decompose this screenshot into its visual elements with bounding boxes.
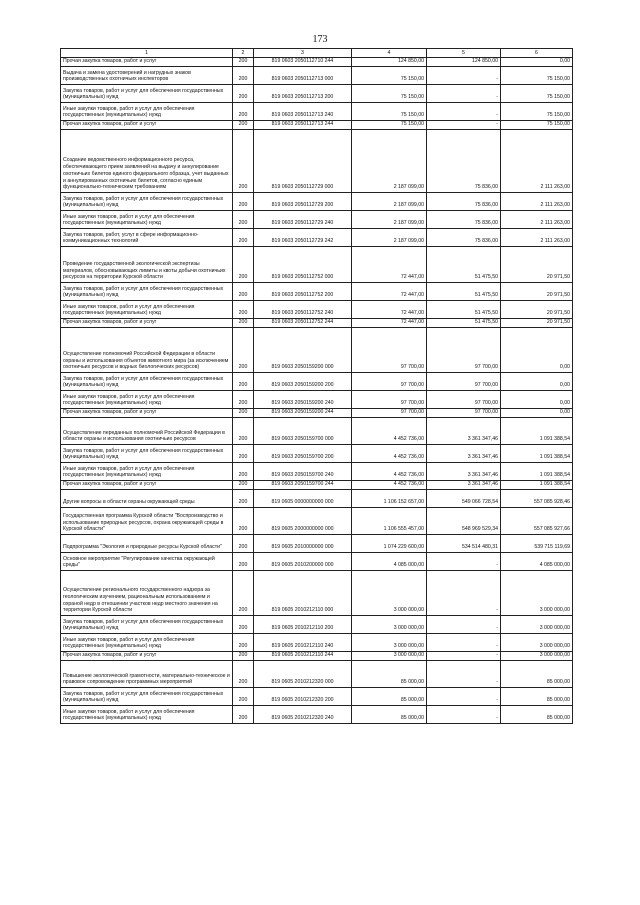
row-kbk-cell: 819 0605 2010200000 000 — [254, 553, 352, 571]
row-amount-approved-cell: 97 700,00 — [352, 373, 427, 391]
row-amount-executed-cell: - — [427, 121, 501, 130]
row-code-cell: 200 — [233, 283, 254, 301]
header-cell: 1 — [61, 49, 233, 58]
row-kbk-cell: 819 0603 2050112713 000 — [254, 67, 352, 85]
row-kbk-cell: 819 0603 2050112710 244 — [254, 58, 352, 67]
row-name-cell: Иные закупки товаров, работ и услуг для обеспечения государственных (муниципальных) нужд — [61, 211, 233, 229]
row-amount-approved-cell: 72 447,00 — [352, 319, 427, 328]
row-amount-approved-cell: 2 187 099,00 — [352, 130, 427, 193]
row-amount-executed-cell: 75 836,00 — [427, 211, 501, 229]
row-code-cell: 200 — [233, 373, 254, 391]
row-amount-approved-cell: 3 000 000,00 — [352, 571, 427, 616]
row-kbk-cell: 819 0605 0000000000 000 — [254, 490, 352, 508]
row-amount-executed-cell: - — [427, 661, 501, 688]
row-name-cell: Иные закупки товаров, работ и услуг для обеспечения государственных (муниципальных) нужд — [61, 391, 233, 409]
row-amount-executed-cell: - — [427, 616, 501, 634]
table-row — [61, 301, 573, 319]
row-name-cell: Закупка товаров, работ и услуг для обеспечения государственных (муниципальных) нужд — [61, 283, 233, 301]
row-amount-remaining-cell: 2 111 263,00 — [501, 229, 573, 247]
row-amount-approved-cell: 75 150,00 — [352, 103, 427, 121]
row-name-cell: Прочая закупка товаров, работ и услуг — [61, 652, 233, 661]
row-amount-remaining-cell: 1 091 388,54 — [501, 418, 573, 445]
row-amount-executed-cell: 51 475,50 — [427, 319, 501, 328]
row-amount-executed-cell: - — [427, 652, 501, 661]
row-name-cell: Прочая закупка товаров, работ и услуг — [61, 481, 233, 490]
row-amount-approved-cell: 72 447,00 — [352, 247, 427, 283]
row-amount-approved-cell: 97 700,00 — [352, 391, 427, 409]
row-amount-executed-cell: 51 475,50 — [427, 283, 501, 301]
row-kbk-cell: 819 0605 2010212320 200 — [254, 688, 352, 706]
row-amount-approved-cell: 75 150,00 — [352, 121, 427, 130]
table-row — [61, 481, 573, 490]
row-amount-remaining-cell: 85 000,00 — [501, 706, 573, 724]
row-name-cell: Закупка товаров, работ и услуг для обеспечения государственных (муниципальных) нужд — [61, 445, 233, 463]
table-row — [61, 130, 573, 193]
row-kbk-cell: 819 0603 2050159700 240 — [254, 463, 352, 481]
table-row — [61, 58, 573, 67]
table-row — [61, 283, 573, 301]
row-name-cell: Основное мероприятие "Регулирование качества окружающей среды" — [61, 553, 233, 571]
table-row — [61, 688, 573, 706]
row-amount-remaining-cell: 85 000,00 — [501, 688, 573, 706]
row-name-cell: Иные закупки товаров, работ и услуг для обеспечения государственных (муниципальных) нужд — [61, 301, 233, 319]
row-code-cell: 200 — [233, 508, 254, 535]
table-row — [61, 121, 573, 130]
table-row — [61, 508, 573, 535]
row-kbk-cell: 819 0603 2050159200 000 — [254, 328, 352, 373]
table-row — [61, 193, 573, 211]
row-amount-remaining-cell: 75 150,00 — [501, 67, 573, 85]
row-code-cell: 200 — [233, 706, 254, 724]
row-amount-approved-cell: 3 000 000,00 — [352, 652, 427, 661]
row-amount-approved-cell: 2 187 099,00 — [352, 229, 427, 247]
row-kbk-cell: 819 0603 2050159200 244 — [254, 409, 352, 418]
row-amount-remaining-cell: 3 000 000,00 — [501, 616, 573, 634]
row-amount-remaining-cell: 20 971,50 — [501, 319, 573, 328]
row-name-cell: Проведение государственной экологической экспертизы материалов, обосновывающих лимиты и квоты добычи охотничьих ресурсов на территории Курской области — [61, 247, 233, 283]
row-amount-executed-cell: 3 361 347,46 — [427, 481, 501, 490]
table-row — [61, 373, 573, 391]
table-row — [61, 319, 573, 328]
row-amount-executed-cell: 3 361 347,46 — [427, 463, 501, 481]
row-kbk-cell: 819 0605 2010212110 240 — [254, 634, 352, 652]
row-amount-remaining-cell: 557 085 928,46 — [501, 490, 573, 508]
table-header-row — [61, 49, 573, 58]
row-amount-approved-cell: 3 000 000,00 — [352, 616, 427, 634]
row-name-cell: Осуществление регионального государственного надзора за геологическим изучением, рациональным использованием и охраной недр в отношении участков недр местного значения на территории Курской области — [61, 571, 233, 616]
row-amount-remaining-cell: 0,00 — [501, 58, 573, 67]
table-row — [61, 409, 573, 418]
row-code-cell: 200 — [233, 490, 254, 508]
table-row — [61, 652, 573, 661]
row-kbk-cell: 819 0603 2050112752 240 — [254, 301, 352, 319]
row-amount-remaining-cell: 20 971,50 — [501, 301, 573, 319]
row-amount-executed-cell: 3 361 347,46 — [427, 418, 501, 445]
row-amount-approved-cell: 4 452 736,00 — [352, 463, 427, 481]
row-amount-approved-cell: 1 106 555 457,00 — [352, 508, 427, 535]
row-amount-approved-cell: 4 452 736,00 — [352, 481, 427, 490]
row-kbk-cell: 819 0603 2050159700 200 — [254, 445, 352, 463]
table-row — [61, 103, 573, 121]
row-name-cell: Закупка товаров, работ и услуг для обеспечения государственных (муниципальных) нужд — [61, 373, 233, 391]
row-amount-remaining-cell: 3 000 000,00 — [501, 652, 573, 661]
table-row — [61, 463, 573, 481]
row-kbk-cell: 819 0603 2050112752 200 — [254, 283, 352, 301]
row-amount-executed-cell: 75 836,00 — [427, 193, 501, 211]
row-name-cell: Создание ведомственного информационного ресурса, обеспечивающего прием заявлений на выдачу и аннулирование охотничьих билетов единого федерального образца, учет выданных и аннулированных охотничьих билетов, согласно единым функционально-техническим требованиям — [61, 130, 233, 193]
row-code-cell: 200 — [233, 85, 254, 103]
row-name-cell: Иные закупки товаров, работ и услуг для обеспечения государственных (муниципальных) нужд — [61, 103, 233, 121]
row-code-cell: 200 — [233, 328, 254, 373]
row-amount-approved-cell: 75 150,00 — [352, 85, 427, 103]
table-row — [61, 328, 573, 373]
row-amount-executed-cell: 97 700,00 — [427, 373, 501, 391]
row-kbk-cell: 819 0605 2010000000 000 — [254, 535, 352, 553]
row-amount-executed-cell: 124 850,00 — [427, 58, 501, 67]
row-code-cell: 200 — [233, 301, 254, 319]
row-amount-executed-cell: 51 475,50 — [427, 301, 501, 319]
row-name-cell: Иные закупки товаров, работ и услуг для обеспечения государственных (муниципальных) нужд — [61, 706, 233, 724]
table-row — [61, 247, 573, 283]
row-amount-remaining-cell: 85 000,00 — [501, 661, 573, 688]
row-code-cell: 200 — [233, 319, 254, 328]
row-amount-approved-cell: 4 085 000,00 — [352, 553, 427, 571]
row-amount-remaining-cell: 75 150,00 — [501, 103, 573, 121]
row-amount-remaining-cell: 20 971,50 — [501, 283, 573, 301]
row-amount-executed-cell: - — [427, 103, 501, 121]
row-kbk-cell: 819 0603 2050112729 240 — [254, 211, 352, 229]
row-amount-executed-cell: - — [427, 688, 501, 706]
header-cell: 5 — [427, 49, 501, 58]
row-amount-approved-cell: 3 000 000,00 — [352, 634, 427, 652]
row-code-cell: 200 — [233, 535, 254, 553]
table-row — [61, 445, 573, 463]
row-amount-executed-cell: 97 700,00 — [427, 409, 501, 418]
row-amount-approved-cell: 85 000,00 — [352, 688, 427, 706]
row-name-cell: Закупка товаров, работ и услуг для обеспечения государственных (муниципальных) нужд — [61, 193, 233, 211]
row-name-cell: Прочая закупка товаров, работ и услуг — [61, 121, 233, 130]
row-kbk-cell: 819 0603 2050159200 200 — [254, 373, 352, 391]
table-row — [61, 706, 573, 724]
row-code-cell: 200 — [233, 418, 254, 445]
row-amount-approved-cell: 2 187 099,00 — [352, 193, 427, 211]
row-amount-executed-cell: - — [427, 634, 501, 652]
row-name-cell: Закупка товаров, работ и услуг для обеспечения государственных (муниципальных) нужд — [61, 85, 233, 103]
table-row — [61, 211, 573, 229]
row-amount-executed-cell: 97 700,00 — [427, 391, 501, 409]
row-amount-remaining-cell: 20 971,50 — [501, 247, 573, 283]
page-number: 173 — [312, 34, 328, 45]
row-code-cell: 200 — [233, 409, 254, 418]
row-amount-remaining-cell: 2 111 263,00 — [501, 193, 573, 211]
row-amount-approved-cell: 75 150,00 — [352, 67, 427, 85]
row-code-cell: 200 — [233, 391, 254, 409]
row-name-cell: Осуществление переданных полномочий Российской Федерации в области охраны и использования охотничьих ресурсов — [61, 418, 233, 445]
row-amount-remaining-cell: 3 000 000,00 — [501, 634, 573, 652]
row-kbk-cell: 819 0603 2050112713 244 — [254, 121, 352, 130]
row-amount-approved-cell: 72 447,00 — [352, 283, 427, 301]
row-amount-remaining-cell: 539 715 119,69 — [501, 535, 573, 553]
row-amount-remaining-cell: 0,00 — [501, 328, 573, 373]
row-kbk-cell: 819 0603 2050112729 200 — [254, 193, 352, 211]
row-code-cell: 200 — [233, 634, 254, 652]
row-amount-executed-cell: - — [427, 571, 501, 616]
budget-table — [60, 48, 573, 724]
row-amount-approved-cell: 1 074 229 600,00 — [352, 535, 427, 553]
row-code-cell: 200 — [233, 571, 254, 616]
row-amount-approved-cell: 85 000,00 — [352, 661, 427, 688]
table-row — [61, 616, 573, 634]
row-code-cell: 200 — [233, 67, 254, 85]
row-name-cell: Повышение экологической грамотности, материально-техническое и правовое сопровождение программных мероприятий — [61, 661, 233, 688]
row-kbk-cell: 819 0603 2050159700 000 — [254, 418, 352, 445]
row-amount-executed-cell: - — [427, 85, 501, 103]
row-code-cell: 200 — [233, 130, 254, 193]
row-name-cell: Прочая закупка товаров, работ и услуг — [61, 319, 233, 328]
row-kbk-cell: 819 0603 2050112752 244 — [254, 319, 352, 328]
row-amount-executed-cell: 549 066 728,54 — [427, 490, 501, 508]
row-amount-approved-cell: 2 187 099,00 — [352, 211, 427, 229]
row-amount-executed-cell: - — [427, 706, 501, 724]
row-amount-remaining-cell: 0,00 — [501, 373, 573, 391]
row-code-cell: 200 — [233, 211, 254, 229]
row-name-cell: Иные закупки товаров, работ и услуг для обеспечения государственных (муниципальных) нужд — [61, 463, 233, 481]
row-kbk-cell: 819 0603 2050112713 240 — [254, 103, 352, 121]
row-code-cell: 200 — [233, 553, 254, 571]
row-kbk-cell: 819 0603 2050112729 000 — [254, 130, 352, 193]
row-code-cell: 200 — [233, 247, 254, 283]
row-name-cell: Выдача и замена удостоверений и нагрудных знаков производственных охотничьих инспекторов — [61, 67, 233, 85]
row-amount-approved-cell: 124 850,00 — [352, 58, 427, 67]
row-amount-remaining-cell: 4 085 000,00 — [501, 553, 573, 571]
row-amount-approved-cell: 1 106 152 657,00 — [352, 490, 427, 508]
row-code-cell: 200 — [233, 445, 254, 463]
row-name-cell: Государственная программа Курской области "Воспроизводство и использование природных ресурсов, охрана окружающей среды в Курской области" — [61, 508, 233, 535]
row-kbk-cell: 819 0603 2050159700 244 — [254, 481, 352, 490]
row-amount-executed-cell: 51 475,50 — [427, 247, 501, 283]
table-body — [61, 58, 573, 724]
row-code-cell: 200 — [233, 229, 254, 247]
row-amount-executed-cell: 75 836,00 — [427, 229, 501, 247]
row-code-cell: 200 — [233, 121, 254, 130]
row-amount-executed-cell: 534 514 480,31 — [427, 535, 501, 553]
row-kbk-cell: 819 0603 2050112752 000 — [254, 247, 352, 283]
table-row — [61, 67, 573, 85]
row-code-cell: 200 — [233, 688, 254, 706]
row-amount-approved-cell: 4 452 736,00 — [352, 418, 427, 445]
row-amount-executed-cell: - — [427, 553, 501, 571]
table-row — [61, 535, 573, 553]
row-kbk-cell: 819 0603 2050159200 240 — [254, 391, 352, 409]
row-kbk-cell: 819 0605 2010212110 200 — [254, 616, 352, 634]
row-kbk-cell: 819 0605 2000000000 000 — [254, 508, 352, 535]
row-amount-remaining-cell: 0,00 — [501, 391, 573, 409]
header-cell: 3 — [254, 49, 352, 58]
row-code-cell: 200 — [233, 103, 254, 121]
row-name-cell: Иные закупки товаров, работ и услуг для обеспечения государственных (муниципальных) нужд — [61, 634, 233, 652]
row-code-cell: 200 — [233, 616, 254, 634]
row-amount-executed-cell: - — [427, 67, 501, 85]
table-row — [61, 571, 573, 616]
row-amount-executed-cell: 75 836,00 — [427, 130, 501, 193]
table-row — [61, 391, 573, 409]
row-code-cell: 200 — [233, 58, 254, 67]
row-amount-remaining-cell: 1 091 388,54 — [501, 445, 573, 463]
row-kbk-cell: 819 0603 2050112713 200 — [254, 85, 352, 103]
row-kbk-cell: 819 0605 2010212320 240 — [254, 706, 352, 724]
row-amount-approved-cell: 97 700,00 — [352, 328, 427, 373]
row-code-cell: 200 — [233, 661, 254, 688]
row-name-cell: Осуществление полномочий Российской Федерации в области охраны и использования объектов животного мира (за исключением охотничьих ресурсов и водных биологических ресурсов) — [61, 328, 233, 373]
row-name-cell: Подпрограмма "Экология и природные ресурсы Курской области" — [61, 535, 233, 553]
row-amount-approved-cell: 97 700,00 — [352, 409, 427, 418]
row-amount-remaining-cell: 75 150,00 — [501, 121, 573, 130]
row-amount-remaining-cell: 2 111 263,00 — [501, 130, 573, 193]
row-amount-approved-cell: 85 000,00 — [352, 706, 427, 724]
row-amount-remaining-cell: 2 111 263,00 — [501, 211, 573, 229]
row-amount-executed-cell: 97 700,00 — [427, 328, 501, 373]
row-code-cell: 200 — [233, 193, 254, 211]
row-name-cell: Прочая закупка товаров, работ и услуг — [61, 58, 233, 67]
header-cell: 2 — [233, 49, 254, 58]
row-amount-approved-cell: 4 452 736,00 — [352, 445, 427, 463]
table-row — [61, 661, 573, 688]
header-cell: 4 — [352, 49, 427, 58]
row-code-cell: 200 — [233, 652, 254, 661]
row-amount-remaining-cell: 1 091 388,54 — [501, 481, 573, 490]
row-kbk-cell: 819 0603 2050112729 242 — [254, 229, 352, 247]
row-name-cell: Закупка товаров, работ и услуг для обеспечения государственных (муниципальных) нужд — [61, 688, 233, 706]
row-amount-executed-cell: 3 361 347,46 — [427, 445, 501, 463]
row-kbk-cell: 819 0605 2010212110 000 — [254, 571, 352, 616]
row-kbk-cell: 819 0605 2010212110 244 — [254, 652, 352, 661]
table-row — [61, 553, 573, 571]
row-amount-remaining-cell: 557 085 927,66 — [501, 508, 573, 535]
row-amount-executed-cell: 548 969 529,34 — [427, 508, 501, 535]
row-kbk-cell: 819 0605 2010212320 000 — [254, 661, 352, 688]
table-row — [61, 418, 573, 445]
row-name-cell: Закупка товаров, работ, услуг в сфере информационно-коммуникационных технологий — [61, 229, 233, 247]
row-name-cell: Другие вопросы в области охраны окружающей среды — [61, 490, 233, 508]
row-code-cell: 200 — [233, 463, 254, 481]
table-row — [61, 229, 573, 247]
row-amount-remaining-cell: 75 150,00 — [501, 85, 573, 103]
row-amount-remaining-cell: 3 000 000,00 — [501, 571, 573, 616]
row-code-cell: 200 — [233, 481, 254, 490]
row-name-cell: Прочая закупка товаров, работ и услуг — [61, 409, 233, 418]
row-amount-remaining-cell: 1 091 388,54 — [501, 463, 573, 481]
header-cell: 6 — [501, 49, 573, 58]
table-row — [61, 634, 573, 652]
row-amount-approved-cell: 72 447,00 — [352, 301, 427, 319]
table-row — [61, 490, 573, 508]
table-row — [61, 85, 573, 103]
row-amount-remaining-cell: 0,00 — [501, 409, 573, 418]
row-name-cell: Закупка товаров, работ и услуг для обеспечения государственных (муниципальных) нужд — [61, 616, 233, 634]
